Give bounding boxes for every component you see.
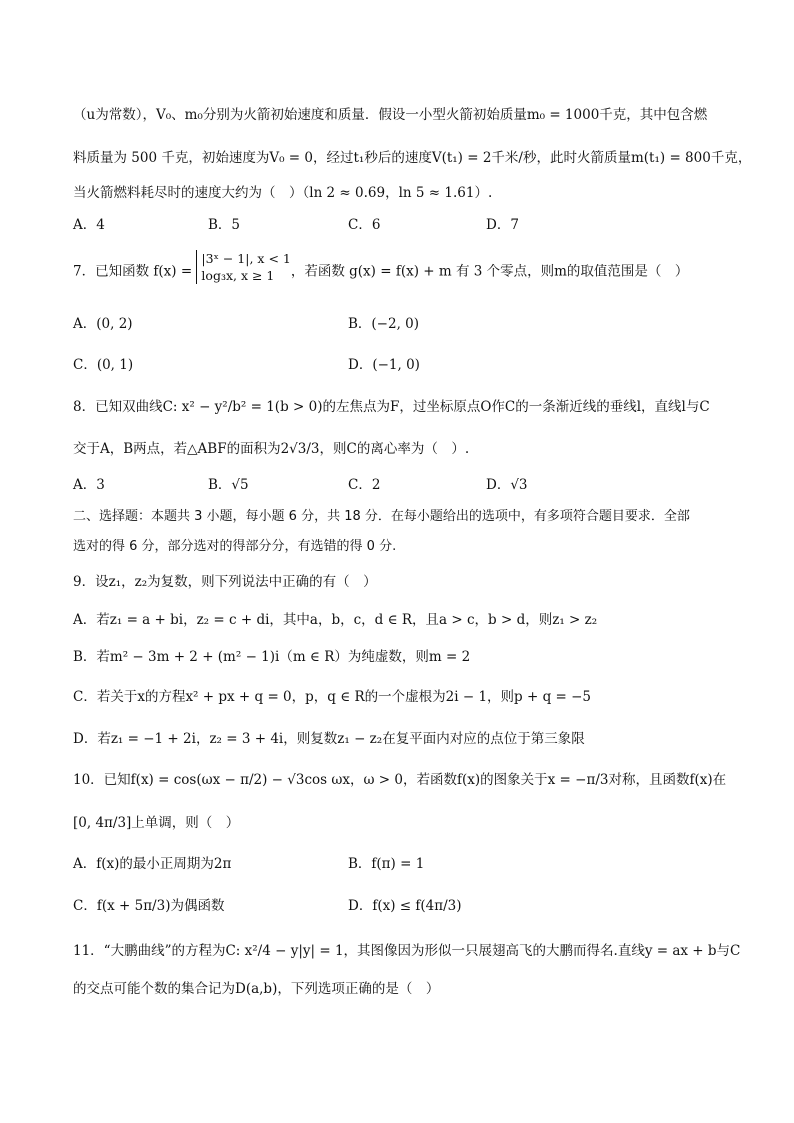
q6-option-c: C．6 xyxy=(348,217,381,233)
q6-line-2: 料质量为 500 千克，初始速度为V₀ = 0，经过t₁秒后的速度V(t₁) = 2千米/秒，此时火箭质量m(t₁) = 800千克， xyxy=(73,150,752,166)
q7-stem-end: ，若函数 g(x) = f(x) + m 有 3 个零点，则m的取值范围是（ ） xyxy=(290,263,689,280)
q7-piecewise xyxy=(196,250,290,284)
q10-option-b: B．f(π) = 1 xyxy=(348,856,425,872)
q11-line-2: 的交点可能个数的集合记为D(a,b)，下列选项正确的是（ ） xyxy=(73,981,440,997)
q7-option-b: B．(−2, 0) xyxy=(348,316,420,332)
q6-option-d: D．7 xyxy=(486,217,519,233)
q6-option-b: B．5 xyxy=(208,217,241,233)
q7-option-d: D．(−1, 0) xyxy=(348,357,420,373)
q6-line-1: （u为常数），V₀、m₀分别为火箭初始速度和质量．假设一小型火箭初始质量m₀ = 1000千克，其中包含燃 xyxy=(73,107,708,123)
q6-line-3: 当火箭燃料耗尽时的速度大约为（ ）（ln 2 ≈ 0.69，ln 5 ≈ 1.61）. xyxy=(73,185,493,201)
q11-line-1: 11．“大鹏曲线”的方程为C: x²/4 − y|y| = 1，其图像因为形似一只展翅高飞的大鹏而得名.直线y = ax + b与C xyxy=(73,943,741,959)
q7-option-c: C．(0, 1) xyxy=(73,357,134,373)
q8-line-1: 8．已知双曲线C: x² − y²/b² = 1(b > 0)的左焦点为F，过坐标原点O作C的一条渐近线的垂线l，直线l与C xyxy=(73,399,710,415)
q7-piece-2: log₃x, x ≥ 1 xyxy=(201,268,275,283)
q9-option-d: D．若z₁ = −1 + 2i，z₂ = 3 + 4i，则复数z₁ − z₂在复平面内对应的点位于第三象限 xyxy=(73,731,585,747)
section-2-heading-line-1: 二、选择题：本题共 3 小题，每小题 6 分，共 18 分．在每小题给出的选项中，有多项符合题目要求．全部 xyxy=(73,509,690,524)
q10-line-1: 10．已知f(x) = cos(ωx − π/2) − √3cos ωx，ω > 0，若函数f(x)的图象关于x = −π/3对称，且函数f(x)在 xyxy=(73,772,727,788)
q6-option-a: A．4 xyxy=(73,217,105,233)
q7-option-a: A．(0, 2) xyxy=(73,316,133,332)
q9-option-c: C．若关于x的方程x² + px + q = 0，p，q ∈ R的一个虚根为2i − 1，则p + q = −5 xyxy=(73,689,592,705)
section-2-heading-line-2: 选对的得 6 分，部分选对的得部分分，有选错的得 0 分. xyxy=(73,539,397,554)
q8-option-b: B．√5 xyxy=(208,477,249,493)
q7-stem xyxy=(73,251,689,284)
q7-piece-1: |3ˣ − 1|, x < 1 xyxy=(201,251,291,266)
q9-option-b: B．若m² − 3m + 2 + (m² − 1)i（m ∈ R）为纯虚数，则m = 2 xyxy=(73,649,471,665)
q10-option-c: C．f(x + 5π/3)为偶函数 xyxy=(73,898,225,914)
q10-line-2: [0, 4π/3]上单调，则（ ） xyxy=(73,815,240,831)
q10-option-a: A．f(x)的最小正周期为2π xyxy=(73,856,232,872)
q9-option-a: A．若z₁ = a + bi，z₂ = c + di，其中a，b，c，d ∈ R，且a > c，b > d，则z₁ > z₂ xyxy=(73,612,598,628)
q8-option-a: A．3 xyxy=(73,477,105,493)
q7-stem-start: 7．已知函数 f(x) = xyxy=(73,263,197,280)
q8-line-2: 交于A，B两点，若△ABF的面积为2√3/3，则C的离心率为（ ）. xyxy=(73,441,470,457)
q8-option-c: C．2 xyxy=(348,477,381,493)
q9-stem: 9．设z₁，z₂为复数，则下列说法中正确的有（ ） xyxy=(73,574,377,590)
q10-option-d: D．f(x) ≤ f(4π/3) xyxy=(348,898,462,914)
q8-option-d: D．√3 xyxy=(486,477,528,493)
